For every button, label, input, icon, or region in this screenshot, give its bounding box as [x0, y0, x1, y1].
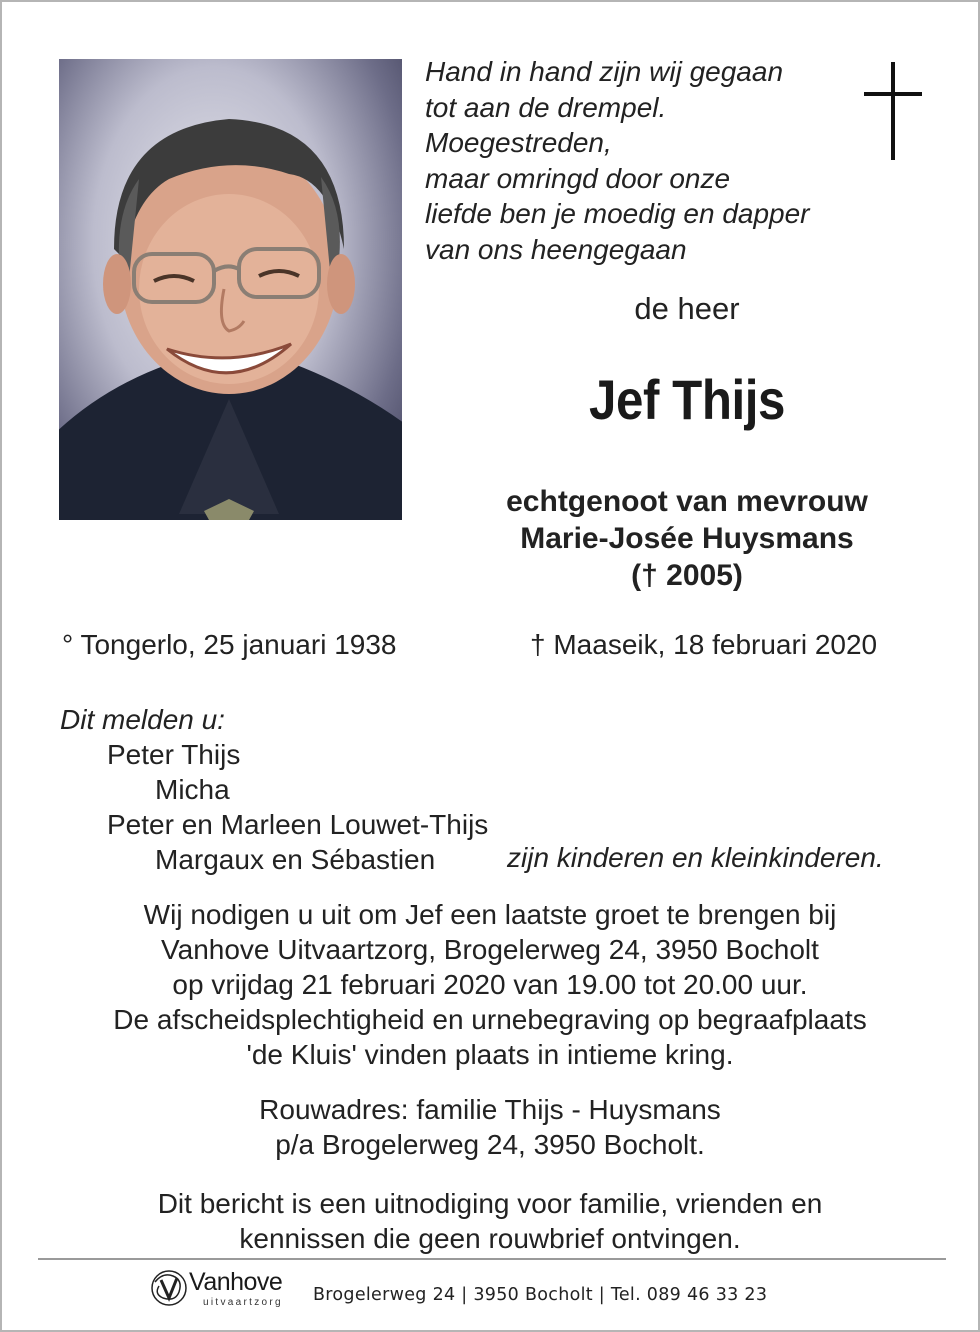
logo-subtitle: uitvaartzorg — [203, 1297, 283, 1308]
address-line: p/a Brogelerweg 24, 3950 Bocholt. — [275, 1129, 705, 1160]
cross-icon — [864, 62, 922, 160]
portrait-illustration — [59, 59, 402, 520]
mourning-address — [32, 1092, 948, 1162]
spouse-death-year: († 2005) — [631, 559, 743, 592]
deceased-name: Jef Thijs — [589, 368, 785, 431]
poem — [425, 54, 865, 267]
relative-name: Peter Thijs — [107, 739, 241, 770]
invitation-line: op vrijdag 21 februari 2020 van 19.00 tot 20.00 uur. — [172, 969, 808, 1000]
footer-divider — [38, 1258, 946, 1260]
title-prefix: de heer — [634, 291, 740, 326]
invitation-line: 'de Kluis' vinden plaats in intieme kring. — [246, 1039, 734, 1070]
invitation-line: Wij nodigen u uit om Jef een laatste groet te brengen bij — [143, 899, 837, 930]
announcement-lead: Dit melden u: — [60, 704, 225, 735]
portrait-photo — [59, 59, 402, 520]
spouse-line: echtgenoot van mevrouw — [506, 485, 868, 518]
notice-line: Dit bericht is een uitnodiging voor familie, vrienden en — [157, 1188, 823, 1219]
poem-line: Moegestreden, — [425, 127, 612, 158]
notice-text — [32, 1186, 948, 1256]
announcement — [60, 702, 488, 877]
contact-info: Brogelerweg 24 | 3950 Bocholt | Tel. 089 46 33 23 — [313, 1285, 768, 1305]
address-line: Rouwadres: familie Thijs - Huysmans — [259, 1094, 721, 1125]
birth-date: ° Tongerlo, 25 januari 1938 — [62, 629, 397, 660]
relative-name: Margaux en Sébastien — [155, 844, 436, 875]
death-date: † Maaseik, 18 februari 2020 — [530, 629, 878, 660]
poem-line: tot aan de drempel. — [425, 91, 667, 123]
poem-line: liefde ben je moedig en dapper — [425, 198, 810, 229]
spouse-info — [402, 483, 972, 594]
poem-line: van ons heengegaan — [425, 233, 687, 265]
vanhove-logo-icon — [149, 1268, 189, 1308]
poem-line: Hand in hand zijn wij gegaan — [425, 56, 784, 87]
invitation-line: De afscheidsplechtigheid en urnebegraving op begraafplaats — [113, 1004, 867, 1035]
spouse-name: Marie-Josée Huysmans — [520, 522, 854, 555]
relation-text: zijn kinderen en kleinkinderen. — [507, 842, 884, 873]
invitation-line: Vanhove Uitvaartzorg, Brogelerweg 24, 3950 Bocholt — [161, 934, 819, 965]
relative-name: Peter en Marleen Louwet-Thijs — [107, 809, 489, 840]
relative-name: Micha — [155, 774, 230, 805]
invitation-text — [32, 897, 948, 1072]
poem-line: maar omringd door onze — [425, 162, 731, 194]
notice-line: kennissen die geen rouwbrief ontvingen. — [239, 1223, 741, 1254]
logo-name: Vanhove — [189, 1268, 283, 1296]
